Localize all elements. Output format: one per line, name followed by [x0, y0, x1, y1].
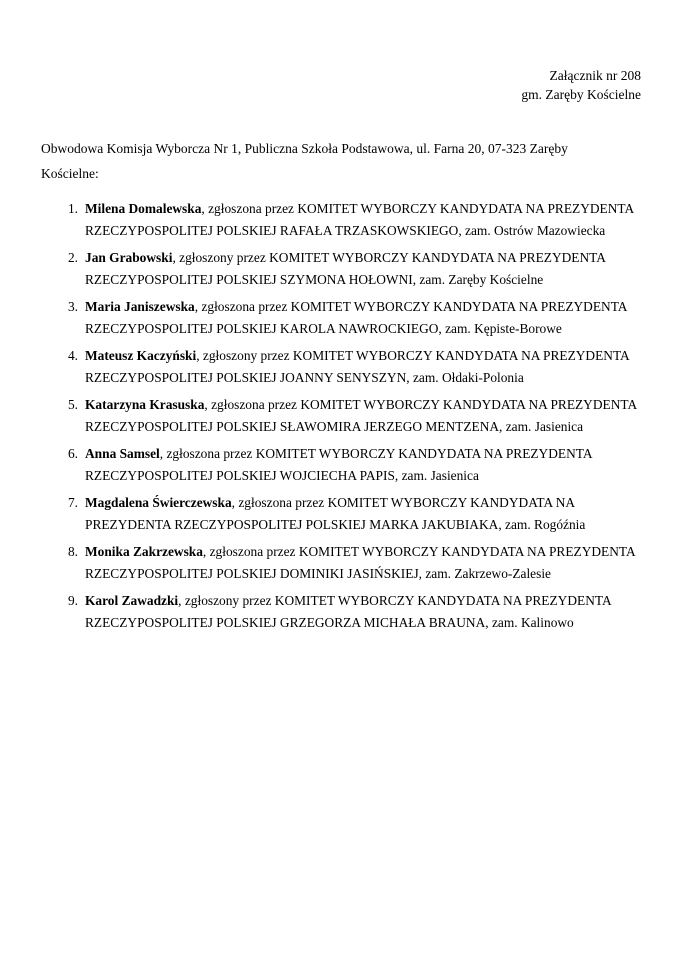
candidate-entry: [41, 492, 639, 535]
candidate-name: Milena Domalewska: [85, 201, 202, 216]
candidate-index: 8.: [67, 544, 78, 559]
candidate-nomination-details: , zgłoszona przez KOMITET WYBORCZY KANDYDATA NA PREZYDENTA RZECZYPOSPOLITEJ POLSKIEJ KAROLA NAWROCKIEGO, zam. Kępiste-Borowe: [85, 299, 627, 336]
candidate-nomination-details: , zgłoszona przez KOMITET WYBORCZY KANDYDATA NA PREZYDENTA RZECZYPOSPOLITEJ POLSKIEJ MARKA JAKUBIAKA, zam. Rogóźnia: [85, 495, 586, 532]
candidate-entry: [41, 247, 639, 290]
commission-address-paragraph: Obwodowa Komisja Wyborcza Nr 1, Publiczna Szkoła Podstawowa, ul. Farna 20, 07-323 Zaręby Kościelne:: [41, 140, 568, 181]
candidate-index: 7.: [67, 495, 78, 510]
document-header: [521, 66, 641, 104]
candidate-entry: [41, 590, 639, 633]
municipality-name: gm. Zaręby Kościelne: [521, 87, 641, 102]
candidate-index: 1.: [67, 201, 78, 216]
candidate-index: 4.: [67, 348, 78, 363]
candidate-name: Magdalena Świerczewska: [85, 495, 232, 510]
candidate-nomination-details: , zgłoszona przez KOMITET WYBORCZY KANDYDATA NA PREZYDENTA RZECZYPOSPOLITEJ POLSKIEJ WOJCIECHA PAPIS, zam. Jasienica: [85, 446, 592, 483]
candidate-entry: [41, 198, 639, 241]
candidate-name: Maria Janiszewska: [85, 299, 195, 314]
candidate-name: Monika Zakrzewska: [85, 544, 203, 559]
candidate-nomination-details: , zgłoszona przez KOMITET WYBORCZY KANDYDATA NA PREZYDENTA RZECZYPOSPOLITEJ POLSKIEJ RAFAŁA TRZASKOWSKIEGO, zam. Ostrów Mazowiecka: [85, 201, 634, 238]
candidate-entry: [41, 296, 639, 339]
candidate-nomination-details: , zgłoszony przez KOMITET WYBORCZY KANDYDATA NA PREZYDENTA RZECZYPOSPOLITEJ POLSKIEJ JOANNY SENYSZYN, zam. Ołdaki-Polonia: [85, 348, 629, 385]
candidate-name: Karol Zawadzki: [85, 593, 179, 608]
candidate-list: [41, 198, 639, 639]
candidate-entry: [41, 394, 639, 437]
candidate-nomination-details: , zgłoszony przez KOMITET WYBORCZY KANDYDATA NA PREZYDENTA RZECZYPOSPOLITEJ POLSKIEJ GRZEGORZA MICHAŁA BRAUNA, zam. Kalinowo: [85, 593, 611, 630]
candidate-name: Katarzyna Krasuska: [85, 397, 205, 412]
candidate-index: 5.: [67, 397, 78, 412]
candidate-index: 6.: [67, 446, 78, 461]
candidate-index: 9.: [67, 593, 78, 608]
candidate-nomination-details: , zgłoszona przez KOMITET WYBORCZY KANDYDATA NA PREZYDENTA RZECZYPOSPOLITEJ POLSKIEJ SŁAWOMIRA JERZEGO MENTZENA, zam. Jasienica: [85, 397, 637, 434]
candidate-nomination-details: , zgłoszona przez KOMITET WYBORCZY KANDYDATA NA PREZYDENTA RZECZYPOSPOLITEJ POLSKIEJ DOMINIKI JASIŃSKIEJ, zam. Zakrzewo-Zalesie: [85, 544, 635, 581]
candidate-index: 2.: [67, 250, 78, 265]
candidate-name: Jan Grabowski: [85, 250, 173, 265]
candidate-entry: [41, 345, 639, 388]
attachment-number: Załącznik nr 208: [549, 68, 641, 83]
candidate-entry: [41, 443, 639, 486]
candidate-nomination-details: , zgłoszony przez KOMITET WYBORCZY KANDYDATA NA PREZYDENTA RZECZYPOSPOLITEJ POLSKIEJ SZYMONA HOŁOWNI, zam. Zaręby Kościelne: [85, 250, 606, 287]
candidate-name: Anna Samsel: [85, 446, 160, 461]
candidate-name: Mateusz Kaczyński: [85, 348, 197, 363]
candidate-entry: [41, 541, 639, 584]
candidate-index: 3.: [67, 299, 78, 314]
